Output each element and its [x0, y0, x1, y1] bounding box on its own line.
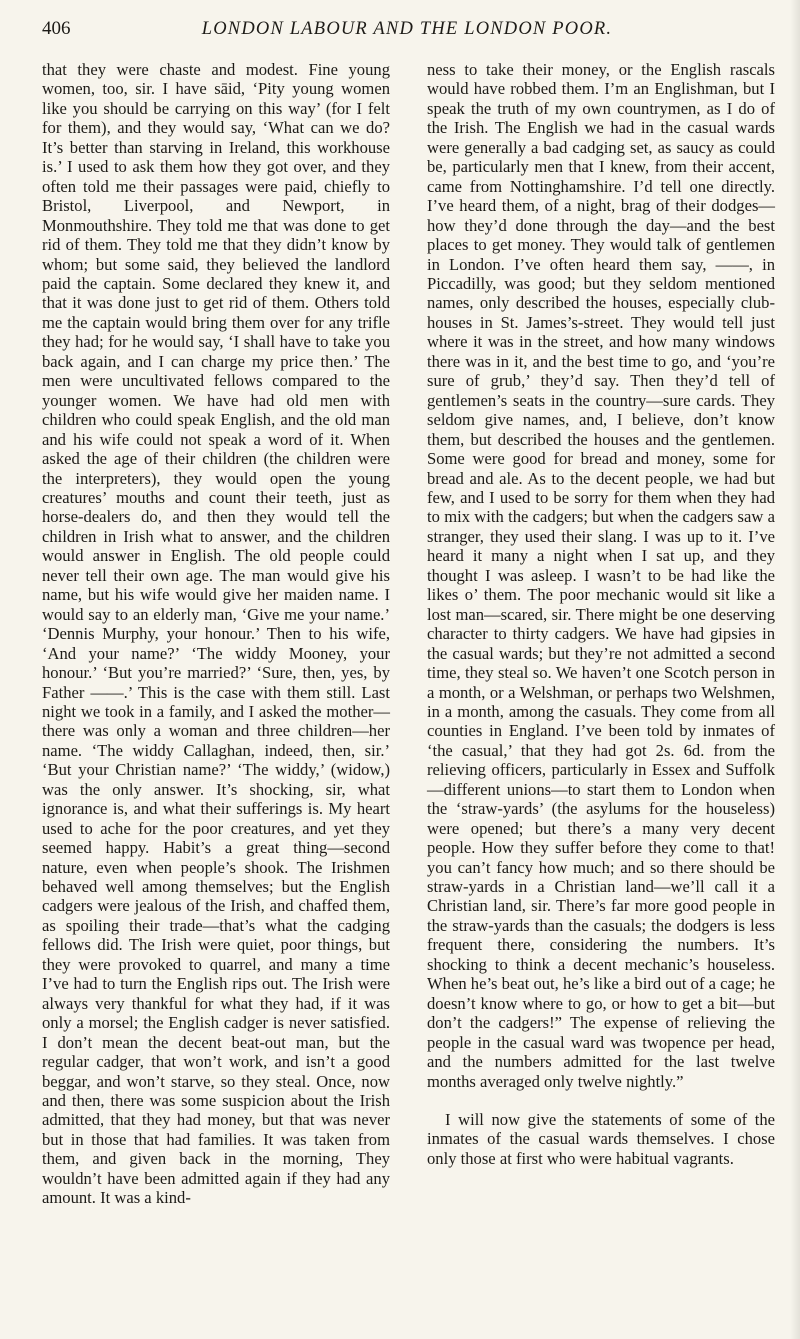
right-paragraph-1: ness to take their money, or the English rascals would have robbed them. I’m an Englishman, but I speak the truth of my own countrymen, as I do of the Irish. The English we had in the casual wards were generally a bad cadging set, as saucy as could be, particularly men that I knew, from their accent, came from Nottinghamshire. I’d tell one directly. I’ve heard them, of a night, brag of their dodges—how they’d done through the day—and the best places to get money. They would talk of gentlemen in London. I’ve often heard them say, ——, in Piccadilly, was good; but they seldom mentioned names, only described the houses, especially club-houses in St. James’s-street. They would tell just where it was in the street, and how many windows there was in it, and the best time to go, and ‘you’re sure of grub,’ they’d say. Then they’d tell of gentlemen’s seats in the country—sure cards. They seldom give names, and, I believe, don’t know them, but described the houses and the gentlemen. Some were good for bread and money, some for bread and ale. As to the decent people, we had but few, and I used to be sorry for them when they had to mix with the cadgers; but when the cadgers saw a stranger, they used their slang. I was up to it. I’ve heard it many a night when I sat up, and they thought I was asleep. I wasn’t to be had like the likes o’ them. The poor mechanic would sit like a lost man—scared, sir. There might be one deserving character to thirty cadgers. We have had gipsies in the casual wards; but they’re not admitted a second time, they steal so. We haven’t one Scotch person in a month, or a Welshman, or perhaps two Welshmen, in a month, among the casuals. They come from all counties in England. I’ve been told by inmates of ‘the casual,’ that they had got 2s. 6d. from the relieving officers, particularly in Essex and Suffolk—different unions—to start them to London when the ‘straw-yards’ (the asylums for the houseless) were opened; but there’s a many very decent people. How they suffer before they come to that! you can’t fancy how much; and so there should be straw-yards in a Christian land—we’ll call it a Christian land, sir. There’s far more good people in the straw-yards than the casuals; the dodgers is less frequent there, considering the numbers. It’s shocking to think a decent mechanic’s houseless. When he’s beat out, he’s like a bird out of a cage; he doesn’t know where to go, or how to get a bit—but don’t the cadgers!” The expense of relieving the people in the casual ward was twopence per head, and the numbers admitted for the last twelve months averaged only twelve nightly.”: [427, 60, 775, 1091]
running-title: LONDON LABOUR AND THE LONDON POOR.: [201, 19, 613, 39]
left-paragraph-1: that they were chaste and modest. Fine young women, too, sir. I have sāid, ‘Pity young women like you should be carrying on this way’ (for I felt for them), and they would say, ‘What can we do? It’s better than starving in Ireland, this workhouse is.’ I used to ask them how they got over, and they often told me their passages were paid, chiefly to Bristol, Liverpool, and Newport, in Monmouthshire. They told me that was done to get rid of them. They told me that they didn’t know by whom; but some said, they believed the landlord paid the captain. Some declared they knew it, and that it was done just to get rid of them. Others told me the captain would bring them over for any trifle they had; for he would say, ‘I shall have to take you back again, and I can charge my price then.’ The men were uncultivated fellows compared to the younger women. We have had old men with children who could speak English, and the old man and his wife could not speak a word of it. When asked the age of their children (the children were the interpreters), they would open the young creatures’ mouths and count their teeth, just as horse-dealers do, and then they would tell the children in Irish what to answer, and the children would answer in English. The old people could never tell their own age. The man would give his name, but his wife would give her maiden name. I would say to an elderly man, ‘Give me your name.’ ‘Dennis Murphy, your honour.’ Then to his wife, ‘And your name?’ ‘The widdy Mooney, your honour.’ ‘But you’re married?’ ‘Sure, then, yes, by Father ——.’ This is the case with them still. Last night we took in a family, and I asked the mother—there was only a woman and three children—her name. ‘The widdy Callaghan, indeed, then, sir.’ ‘But your Christian name?’ ‘The widdy,’ (widow,) was the only answer. It’s shocking, sir, what ignorance is, and what their sufferings is. My heart used to ache for the poor creatures, and yet they seemed happy. Habit’s a great thing—second nature, even when people’s shook. The Irishmen behaved well among themselves; but the English cadgers were jealous of the Irish, and chaffed them, as spoiling their trade—that’s what the cadging fellows did. The Irish were quiet, poor things, but they were provoked to quarrel, and many a time I’ve had to turn the English rips out. The Irish were always very thankful for what they had, if it was only a morsel; the English cadger is never satisfied. I don’t mean the decent beat-out man, but the regular cadger, that won’t work, and isn’t a good beggar, and won’t starve, so they steal. Once, now and then, there was some suspicion about the Irish admitted, that they had money, but that was never but in those that had families. It was taken from them, and given back in the morning, They wouldn’t have been admitted again if they had any amount. It was a kind-: [42, 60, 390, 1208]
page-number: 406: [42, 18, 71, 39]
right-paragraph-2: I will now give the statements of some of the inmates of the casual wards themselves. I chose only those at first who were habitual vagrants.: [427, 1110, 775, 1168]
page-edge-shadow: [790, 0, 800, 1339]
left-column: [42, 60, 390, 1208]
right-column: [427, 60, 775, 1168]
page-header: [42, 14, 772, 44]
